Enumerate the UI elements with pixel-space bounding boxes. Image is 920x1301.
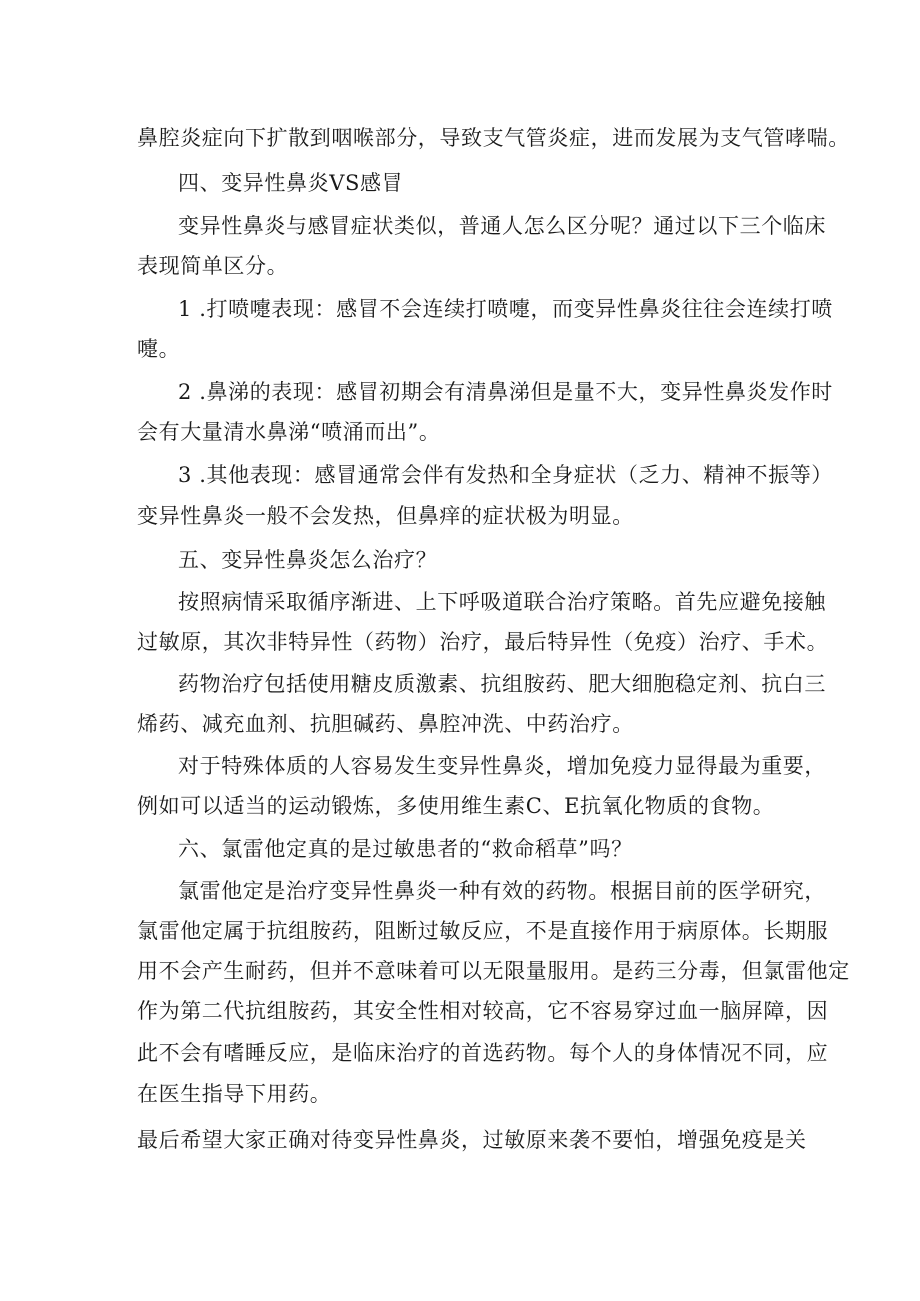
text-line: 在医生指导下用药。 <box>137 1082 332 1106</box>
text-line: 鼻腔炎症向下扩散到咽喉部分，导致支气管炎症，进而发展为支气管哮喘。 <box>137 126 850 150</box>
list-item-2: 2 .鼻涕的表现：感冒初期会有清鼻涕但是量不大，变异性鼻炎发作时 <box>178 380 833 404</box>
list-item-1: 1 .打喷嚏表现：感冒不会连续打喷嚏，而变异性鼻炎往往会连续打喷 <box>178 297 833 321</box>
text-line: 烯药、减充血剂、抗胆碱药、鼻腔冲洗、中药治疗。 <box>137 712 634 736</box>
list-item-3: 3 .其他表现：感冒通常会伴有发热和全身症状（乏力、精神不振等） <box>178 463 833 487</box>
text-line: 例如可以适当的运动锻炼，多使用维生素C、E抗氧化物质的食物。 <box>137 794 775 818</box>
section-heading-5: 五、变异性鼻炎怎么治疗？ <box>178 548 438 572</box>
text-line: 氯雷他定是治疗变异性鼻炎一种有效的药物。根据目前的医学研究， <box>178 879 826 903</box>
text-line: 会有大量清水鼻涕“喷涌而出”。 <box>137 420 441 444</box>
text-line: 过敏原，其次非特异性（药物）治疗，最后特异性（免疫）治疗、手术。 <box>137 630 829 654</box>
text-line: 表现简单区分。 <box>137 254 289 278</box>
text-line: 此不会有嗜睡反应，是临床治疗的首选药物。每个人的身体情况不同，应 <box>137 1041 829 1065</box>
text-line: 用不会产生耐药，但并不意味着可以无限量服用。是药三分毒，但氯雷他定 <box>137 959 850 983</box>
section-heading-4: 四、变异性鼻炎VS感冒 <box>178 171 404 195</box>
section-heading-6: 六、氯雷他定真的是过敏患者的“救命稻草”吗？ <box>178 837 633 861</box>
text-line: 药物治疗包括使用糖皮质激素、抗组胺药、肥大细胞稳定剂、抗白三 <box>178 672 826 696</box>
text-line: 作为第二代抗组胺药，其安全性相对较高，它不容易穿过血一脑屏障，因 <box>137 999 829 1023</box>
text-line: 氯雷他定属于抗组胺药，阻断过敏反应，不是直接作用于病原体。长期服 <box>137 919 829 943</box>
text-line: 嚏。 <box>137 337 181 361</box>
text-line: 最后希望大家正确对待变异性鼻炎，过敏原来袭不要怕，增强免疫是关 <box>137 1128 807 1152</box>
text-line: 变异性鼻炎与感冒症状类似，普通人怎么区分呢？通过以下三个临床 <box>178 214 826 238</box>
text-line: 按照病情采取循序渐进、上下呼吸道联合治疗策略。首先应避免接触 <box>178 590 826 614</box>
text-line: 变异性鼻炎一般不会发热，但鼻痒的症状极为明显。 <box>137 504 634 528</box>
text-line: 对于特殊体质的人容易发生变异性鼻炎，增加免疫力显得最为重要， <box>178 754 826 778</box>
